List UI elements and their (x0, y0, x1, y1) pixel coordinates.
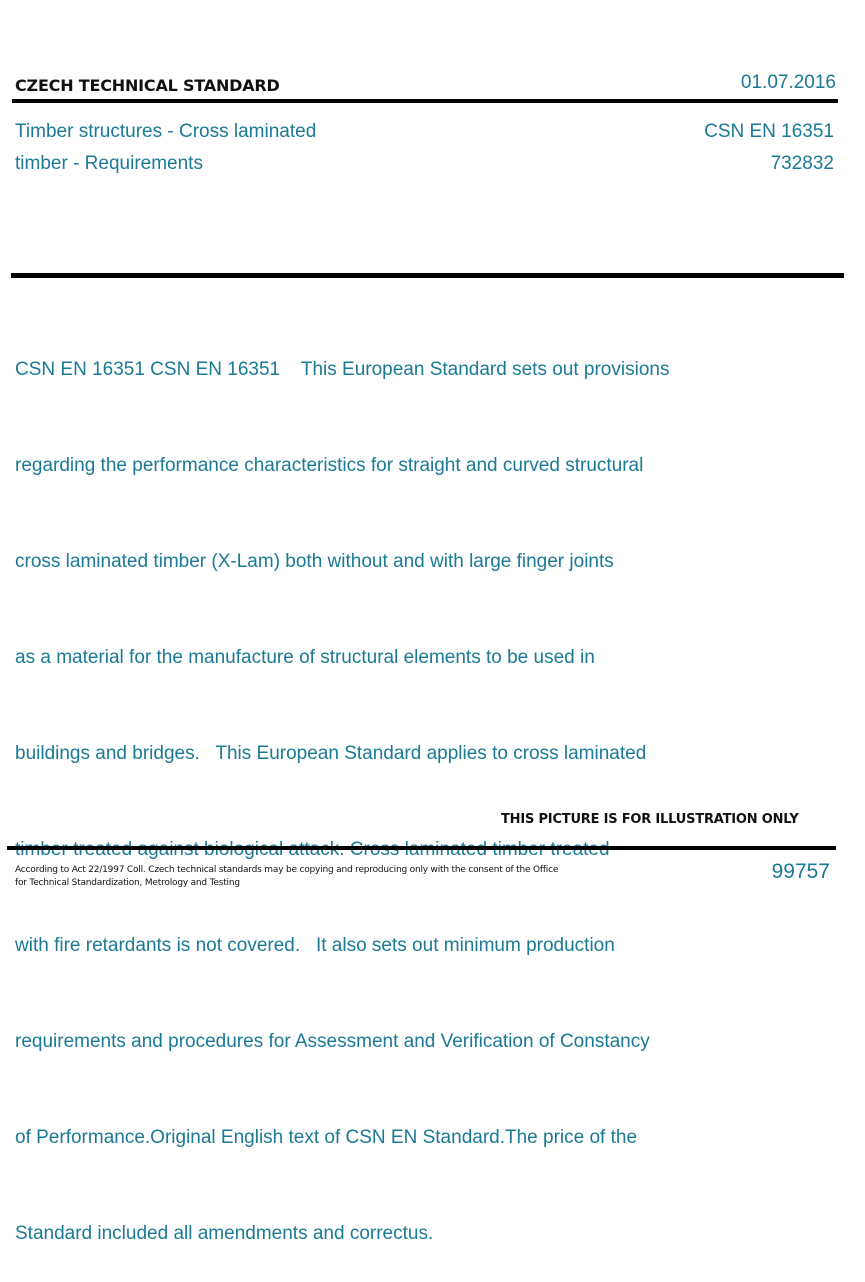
description-line: of Performance.Original English text of CSN EN Standard.The price of the (15, 1127, 638, 1148)
footer-divider (7, 846, 836, 850)
standard-description (15, 290, 815, 1282)
standard-code: CSN EN 16351 (704, 121, 834, 142)
standard-codes (704, 116, 834, 180)
description-line: regarding the performance characteristics for straight and curved structural (15, 455, 644, 476)
standard-title-line-1: Timber structures - Cross laminated (15, 121, 317, 142)
description-line: Standard included all amendments and correctus. (15, 1223, 434, 1244)
description-line: CSN EN 16351 CSN EN 16351 This European Standard sets out provisions (15, 359, 670, 380)
standard-title (15, 116, 316, 180)
description-line: cross laminated timber (X-Lam) both without and with large finger joints (15, 551, 614, 572)
illustration-disclaimer: THIS PICTURE IS FOR ILLUSTRATION ONLY (501, 812, 799, 827)
description-line: with fire retardants is not covered. It also sets out minimum production (15, 935, 615, 956)
classification-number: 732832 (770, 153, 834, 174)
legal-notice-line-1: According to Act 22/1997 Coll. Czech technical standards may be copying and reproducing only with the consent of the Office (15, 865, 559, 875)
description-line: requirements and procedures for Assessment and Verification of Constancy (15, 1031, 650, 1052)
description-line: as a material for the manufacture of structural elements to be used in (15, 647, 595, 668)
description-line: buildings and bridges. This European Standard applies to cross laminated (15, 743, 647, 764)
standard-title-line-2: timber - Requirements (15, 153, 203, 174)
document-type-label: CZECH TECHNICAL STANDARD (15, 76, 280, 95)
legal-notice (15, 864, 615, 890)
section-divider (11, 273, 844, 278)
publication-date: 01.07.2016 (740, 72, 836, 93)
legal-notice-line-2: for Technical Standardization, Metrology and Testing (15, 878, 240, 888)
header-divider (12, 99, 838, 103)
catalog-number: 99757 (771, 860, 830, 883)
description-line (15, 834, 815, 866)
